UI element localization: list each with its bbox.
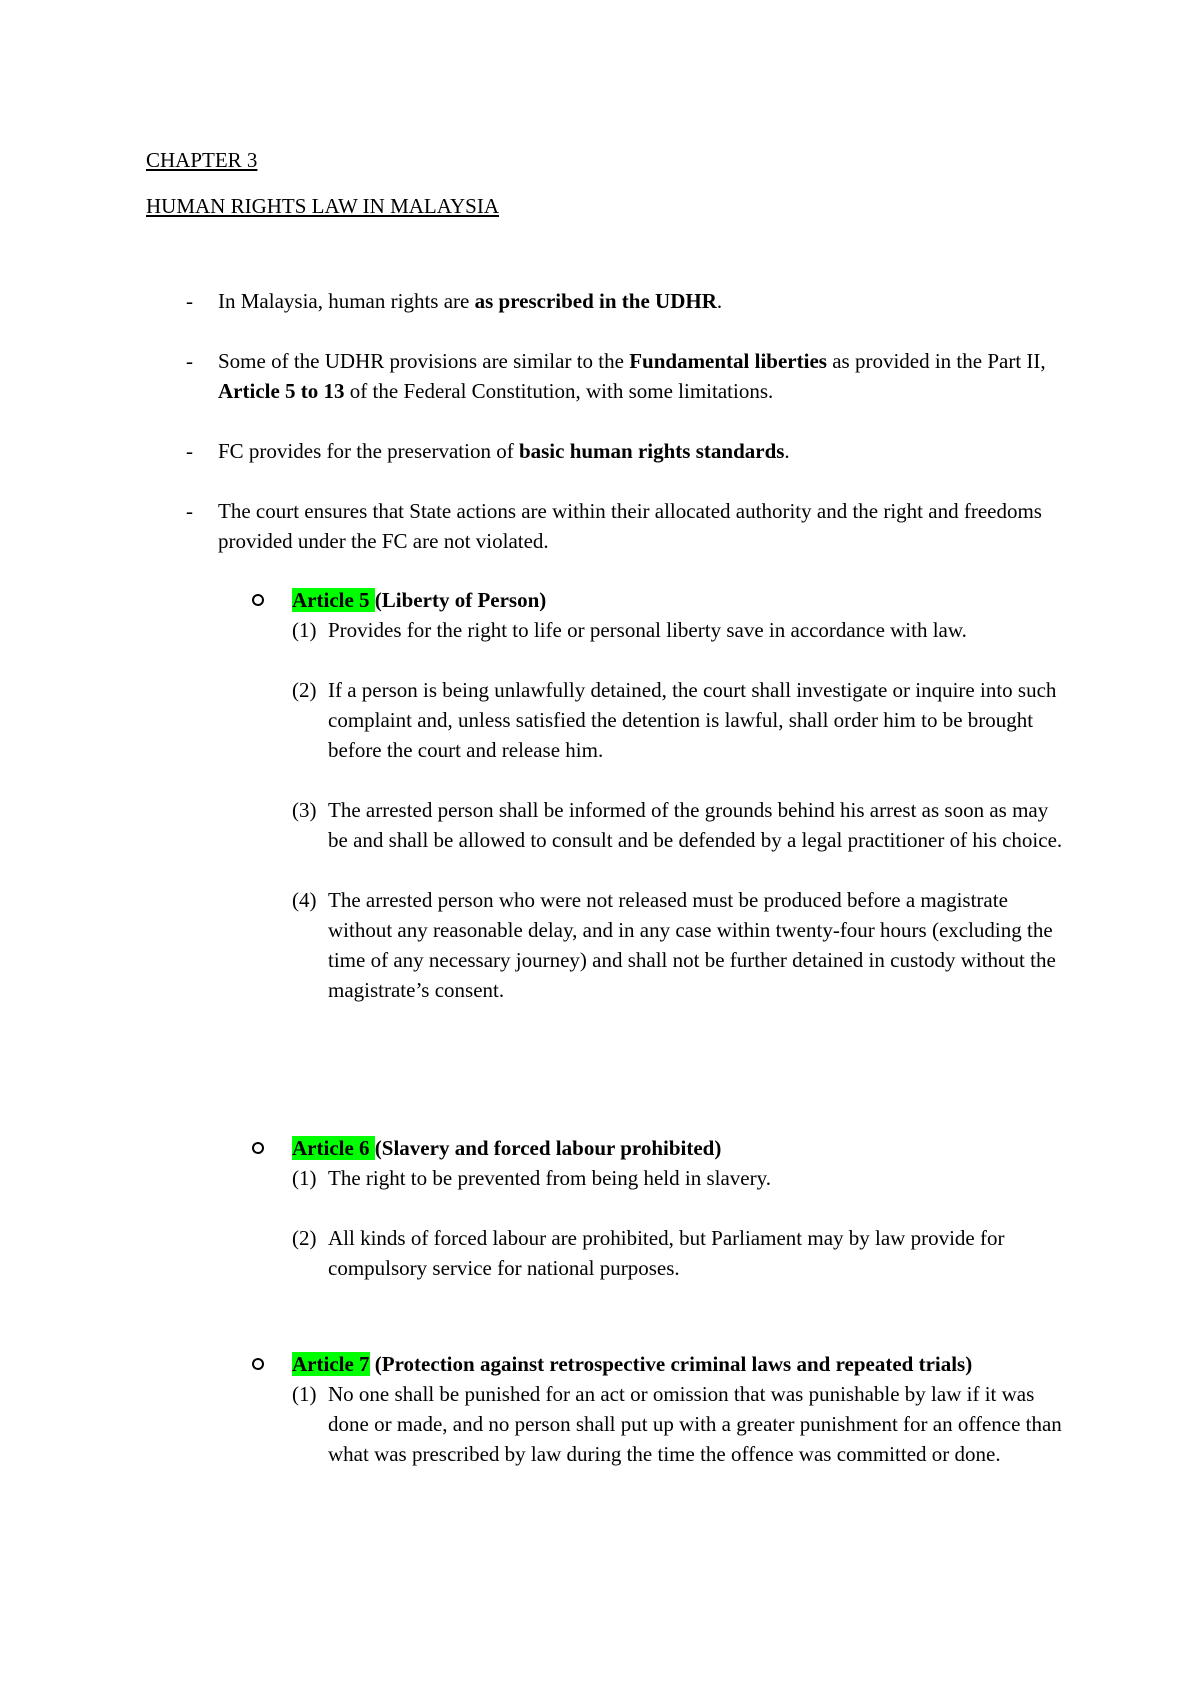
clause-item (292, 1379, 1072, 1469)
clause-text: The right to be prevented from being held in slavery. (328, 1166, 771, 1190)
article-7-section (252, 1349, 1072, 1499)
circle-bullet-icon (252, 1142, 264, 1154)
clause-text: If a person is being unlawfully detained, the court shall investigate or inquire into such complaint and, unless satisfied the detention is lawful, shall order him to be brought before the court and release him. (328, 678, 1057, 762)
text-run: . (716, 289, 723, 313)
clause-item (292, 885, 1072, 1005)
article-heading (292, 1133, 1072, 1163)
article-title: (Slavery and forced labour prohibited) (374, 1136, 722, 1160)
clause-item (292, 615, 1072, 645)
text-run: In Malaysia, human rights are (218, 289, 475, 313)
article-heading (292, 1349, 1072, 1379)
article-heading (292, 585, 1072, 615)
bullet-text (218, 436, 1066, 466)
clause-number: (3) (292, 798, 317, 822)
clause-text: The arrested person who were not released must be produced before a magistrate without any reasonable delay, and in any case within twenty-four hours (excluding the time of any necessary journey) and shall not be further detained in custody without the magistrate’s consent. (328, 888, 1056, 1002)
clause-list (292, 615, 1072, 1005)
bullet-text (218, 346, 1066, 406)
article-title: (Protection against retrospective criminal laws and repeated trials) (369, 1352, 973, 1376)
dash-marker: - (186, 349, 193, 373)
bold-text-run: Fundamental liberties (629, 349, 827, 373)
clause-number: (1) (292, 618, 317, 642)
circle-bullet-icon (252, 1358, 264, 1370)
article-tag: Article 7 (292, 1352, 370, 1376)
chapter-heading: CHAPTER 3 (146, 148, 258, 172)
clause-list (292, 1379, 1072, 1469)
clause-number: (1) (292, 1382, 317, 1406)
clause-item (292, 675, 1072, 765)
bold-text-run: as prescribed in the UDHR (474, 289, 717, 313)
clause-item (292, 1223, 1072, 1283)
text-run: Some of the UDHR provisions are similar to the (218, 349, 630, 373)
clause-text: No one shall be punished for an act or omission that was punishable by law if it was done or made, and no person shall put up with a greater punishment for an offence than what was prescribed by law during the time the offence was committed or done. (328, 1382, 1062, 1466)
circle-bullet-icon (252, 594, 264, 606)
bullet-text (218, 496, 1066, 556)
article-tag: Article 5 (292, 588, 375, 612)
bullet-item (186, 346, 1066, 406)
text-run: The court ensures that State actions are within their allocated authority and the right and freedoms provided under the FC are not violated. (218, 499, 1042, 553)
chapter-title: HUMAN RIGHTS LAW IN MALAYSIA (146, 194, 499, 218)
article-5-section (252, 585, 1072, 1035)
clause-text: Provides for the right to life or personal liberty save in accordance with law. (328, 618, 967, 642)
bullet-text (218, 286, 1066, 316)
clause-text: All kinds of forced labour are prohibited, but Parliament may by law provide for compulsory service for national purposes. (328, 1226, 1005, 1280)
bullet-item (186, 286, 1066, 316)
dash-marker: - (186, 499, 193, 523)
bold-text-run: Article 5 to 13 (218, 379, 345, 403)
clause-list (292, 1163, 1072, 1283)
article-6-section (252, 1133, 1072, 1313)
dash-marker: - (186, 439, 193, 463)
article-title: (Liberty of Person) (374, 588, 547, 612)
clause-item (292, 1163, 1072, 1193)
clause-number: (4) (292, 888, 317, 912)
bullet-item (186, 436, 1066, 466)
clause-number: (1) (292, 1166, 317, 1190)
text-run: as provided in the Part II, (826, 349, 1046, 373)
clause-number: (2) (292, 678, 317, 702)
text-run: . (784, 439, 790, 463)
text-run: of the Federal Constitution, with some limitations. (344, 379, 774, 403)
clause-number: (2) (292, 1226, 317, 1250)
text-run: FC provides for the preservation of (218, 439, 519, 463)
article-tag: Article 6 (292, 1136, 375, 1160)
clause-item (292, 795, 1072, 855)
dash-marker: - (186, 289, 193, 313)
clause-text: The arrested person shall be informed of the grounds behind his arrest as soon as may be and shall be allowed to consult and be defended by a legal practitioner of his choice. (328, 798, 1063, 852)
bullet-item (186, 496, 1066, 556)
bold-text-run: basic human rights standards (518, 439, 785, 463)
